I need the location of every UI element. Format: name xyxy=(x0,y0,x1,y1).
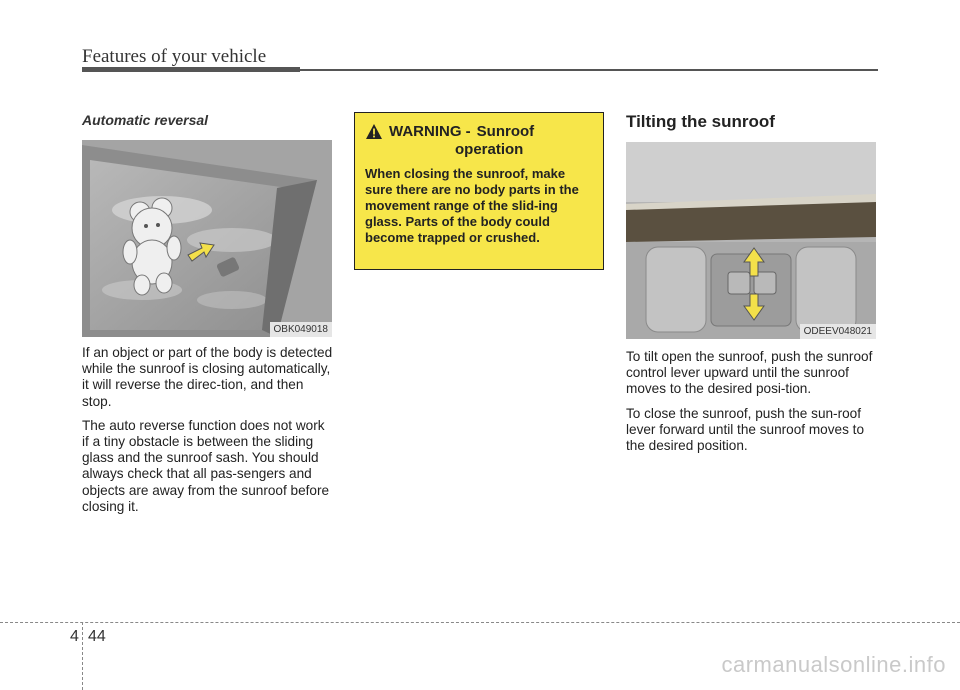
warning-topic: Sunroof xyxy=(476,123,535,140)
chapter-number: 4 xyxy=(70,628,79,645)
left-column xyxy=(82,112,334,515)
paragraph: To close the sunroof, push the sun-roof lever forward until the sunroof moves to the desired position. xyxy=(626,405,865,454)
sunroof-reversal-illustration xyxy=(82,140,332,337)
page-header-title: Features of your vehicle xyxy=(82,46,267,67)
right-column xyxy=(626,112,878,454)
section-subheading: Automatic reversal xyxy=(82,112,209,128)
paragraph: If an object or part of the body is detected while the sunroof is closing automatically, it will reverse the direc-tion, and then stop. xyxy=(82,345,333,409)
warning-box xyxy=(354,112,604,270)
warning-label: WARNING - xyxy=(389,123,471,140)
sunroof-control-graphic xyxy=(626,142,876,339)
warning-topic-continued: operation xyxy=(455,141,524,158)
header-rule xyxy=(300,69,878,71)
footer-rule xyxy=(0,622,960,623)
paragraph: The auto reverse function does not work if a tiny obstacle is between the sliding glass and the sunroof sash. You should always check that all pas-sengers and objects are away from the sunroof before closing it. xyxy=(82,417,330,514)
paragraph: To tilt open the sunroof, push the sunroof control lever upward until the sunroof moves to the desired posi-tion. xyxy=(626,349,873,397)
section-heading: Tilting the sunroof xyxy=(626,112,775,131)
watermark: carmanualsonline.info xyxy=(721,652,946,677)
sunroof-control-illustration xyxy=(626,142,876,339)
warning-body: When closing the sunroof, make sure there are no body parts in the movement range of the slid-ing glass. Parts of the body could become trapped or crushed. xyxy=(365,166,579,245)
page-number: 44 xyxy=(88,628,106,645)
header-bar xyxy=(82,67,300,72)
sunroof-illustration-graphic xyxy=(82,140,332,337)
figure-caption: OBK049018 xyxy=(270,322,333,337)
warning-title xyxy=(365,123,593,141)
figure-caption: ODEEV048021 xyxy=(800,324,876,339)
footer-divider xyxy=(82,622,83,690)
warning-triangle-icon xyxy=(365,123,383,140)
